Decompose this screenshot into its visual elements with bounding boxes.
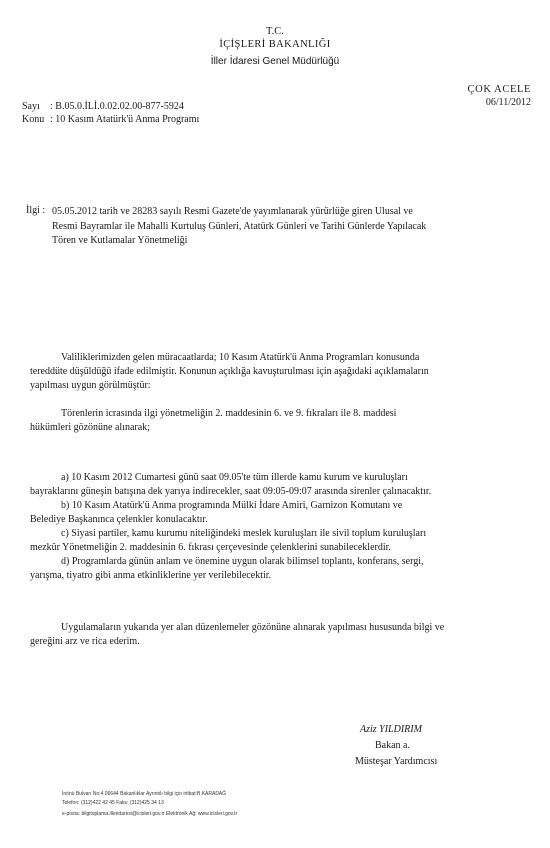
list-item-c: c) Siyasi partiler, kamu kurumu niteliğindeki meslek kuruluşları ile sivil toplum kuruluşları bbox=[61, 528, 427, 539]
list-item-a: a) 10 Kasım 2012 Cumartesi günü saat 09.05'te tüm illerde kamu kurum ve kuruluşları bbox=[61, 472, 408, 483]
text-line: tereddüte düşüldüğü ifade edilmiştir. Konunun açıklığa kavuşturulması için aşağıdaki açıklamaların bbox=[30, 366, 429, 377]
ilgi-label: İlgi : bbox=[26, 205, 46, 216]
header-tc: T.C. bbox=[266, 26, 284, 37]
header-directorate: İller İdaresi Genel Müdürlüğü bbox=[210, 56, 340, 67]
sayi-value: : B.05.0.İLİ.0.02.02.00-877-5924 bbox=[50, 101, 184, 112]
paragraph-closing bbox=[30, 621, 535, 649]
footer-email: e-posta: bilgitoplama.illeridaresi@icisleri.gov.tr Elektronik Ağ: www.icisleri.gov.tr bbox=[62, 811, 238, 817]
reference-number bbox=[22, 101, 184, 112]
document-date: 06/11/2012 bbox=[485, 97, 531, 108]
ilgi-line: Tören ve Kutlamalar Yönetmeliği bbox=[52, 235, 188, 246]
text-line: Törenlerin icrasında ilgi yönetmeliğin 2. maddesinin 6. ve 9. fıkraları ile 8. maddesi bbox=[61, 408, 397, 419]
signatory-name: Aziz YILDIRIM bbox=[360, 724, 422, 735]
text-line: yarışma, tiyatro gibi anma etkinliklerine yer verilebilecektir. bbox=[30, 570, 272, 581]
text-line: gereğini arz ve rica ederim. bbox=[30, 636, 140, 647]
urgency-label: ÇOK ACELE bbox=[467, 84, 531, 95]
ilgi-line: Resmi Bayramlar ile Mahalli Kurtuluş Günleri, Atatürk Günleri ve Tarihi Günlerde Yapılacak bbox=[52, 220, 427, 232]
text-line: Uygulamaların yukarıda yer alan düzenlemeler gözönüne alınarak yapılması hususunda bilgi ve bbox=[61, 622, 445, 633]
konu-value: : 10 Kasım Atatürk'ü Anma Programı bbox=[50, 114, 200, 125]
text-line: hükümleri gözönüne alınarak; bbox=[30, 422, 150, 433]
footer-address: İnönü Bulvarı No:4 06644 Bakanlıklar Ayrıntılı bilgi için irtibat:B.KARADAĞ bbox=[62, 791, 227, 797]
text-line: yapılması uygun görülmüştür: bbox=[30, 380, 151, 391]
signatory-position: Müsteşar Yardımcısı bbox=[355, 756, 438, 767]
signatory-title: Bakan a. bbox=[375, 740, 410, 751]
text-line: mezkûr Yönetmeliğin 2. maddesinin 6. fıkrası çerçevesinde çelenklerini sunabileceklerdir. bbox=[30, 542, 391, 553]
paragraph-intro bbox=[30, 351, 535, 393]
text-line: Valiliklerimizden gelen müracaatlarda; 10 Kasım Atatürk'ü Anma Programları konusunda bbox=[61, 352, 420, 363]
text-line: bayraklarını güneşin batışına dek yarıya indirecekler, saat 09:05-09:07 arasında sirenler çalınacaktır. bbox=[30, 486, 432, 497]
text-line: Belediye Başkanınca çelenkler konulacaktır. bbox=[30, 514, 208, 525]
sayi-label: Sayı bbox=[22, 101, 40, 112]
footer-phone: Telefon: (312)422 42 45 Faks: (312)425 34 13 bbox=[62, 800, 164, 806]
ilgi-line: 05.05.2012 tarih ve 28283 sayılı Resmi Gazete'de yayımlanarak yürürlüğe giren Ulusal ve bbox=[52, 206, 413, 217]
paragraph-regulation bbox=[30, 407, 535, 435]
subject bbox=[22, 114, 199, 125]
ilgi-text bbox=[52, 205, 532, 249]
list-item-b: b) 10 Kasım Atatürk'ü Anma programında Mülki İdare Amiri, Garnizon Komutanı ve bbox=[61, 500, 403, 511]
instruction-list bbox=[30, 471, 535, 583]
list-item-d: d) Programlarda günün anlam ve önemine uygun olarak bilimsel toplantı, konferans, sergi, bbox=[61, 556, 424, 567]
konu-label: Konu bbox=[22, 114, 45, 125]
header-ministry: İÇİŞLERİ BAKANLIĞI bbox=[219, 39, 331, 50]
